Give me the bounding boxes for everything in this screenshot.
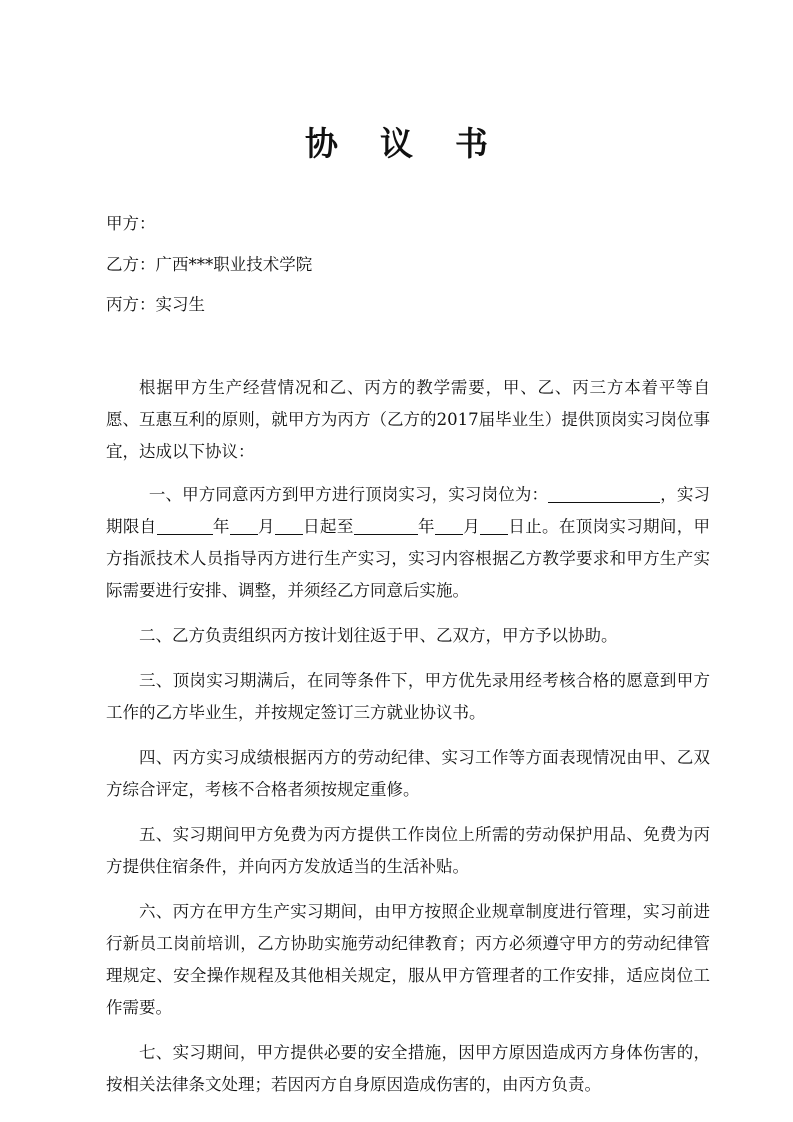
end-month-blank[interactable]	[435, 516, 463, 535]
year-label: 年	[212, 517, 230, 536]
clause-2: 二、乙方负责组织丙方按计划往返于甲、乙双方，甲方予以协助。	[139, 626, 618, 645]
clause-1-text: ，实习期限自	[106, 485, 711, 536]
start-year-blank[interactable]	[157, 516, 213, 535]
start-month-blank[interactable]	[230, 516, 258, 535]
party-b: 乙方：广西***职业技术学院	[106, 255, 313, 274]
end-day-blank[interactable]	[480, 516, 508, 535]
clause-1	[106, 479, 710, 607]
document-title	[0, 118, 793, 165]
day-label: 日起至	[302, 517, 354, 536]
clause-7: 七、实习期间，甲方提供必要的安全措施，因甲方原因造成丙方身体伤害的，按相关法律条文处理；若因丙方自身原因造成伤害的，由丙方负责。	[106, 1043, 710, 1094]
year-label: 年	[417, 517, 435, 536]
party-a: 甲方：	[106, 214, 156, 233]
title-char: 协	[305, 124, 338, 163]
title-char: 书	[455, 124, 488, 163]
clause-3: 三、顶岗实习期满后，在同等条件下，甲方优先录用经考核合格的愿意到甲方工作的乙方毕业生，并按规定签订三方就业协议书。	[106, 671, 710, 722]
title-char: 议	[380, 124, 413, 163]
party-c: 丙方：实习生	[106, 295, 205, 314]
clause-6: 六、丙方在甲方生产实习期间，由甲方按照企业规章制度进行管理，实习前进行新员工岗前培训，乙方协助实施劳动纪律教育；丙方必须遵守甲方的劳动纪律管理规定、安全操作规程及其他相关规定，服从甲方管理者的工作安排，适应岗位工作需要。	[106, 902, 710, 1017]
intro-paragraph: 根据甲方生产经营情况和乙、丙方的教学需要，甲、乙、丙三方本着平等自愿、互惠互利的原则，就甲方为丙方（乙方的2017届毕业生）提供顶岗实习岗位事宜，达成以下协议：	[106, 378, 710, 461]
start-day-blank[interactable]	[275, 516, 303, 535]
month-label: 月	[257, 517, 275, 536]
end-year-blank[interactable]	[354, 516, 418, 535]
clause-1-rest: 在顶岗实习期间，甲方指派技术人员指导丙方进行生产实习，实习内容根据乙方教学要求和甲方生产实际需要进行安排、调整，并须经乙方同意后实施。	[106, 517, 711, 600]
clause-1-text: 一、甲方同意丙方到甲方进行顶岗实习，实习岗位为：	[148, 485, 549, 504]
day-label: 日止。	[508, 517, 559, 536]
position-blank[interactable]	[548, 484, 660, 503]
month-label: 月	[462, 517, 481, 536]
clause-5: 五、实习期间甲方免费为丙方提供工作岗位上所需的劳动保护用品、免费为丙方提供住宿条件，并向丙方发放适当的生活补贴。	[106, 825, 710, 876]
agreement-body	[106, 372, 710, 1114]
clause-4: 四、丙方实习成绩根据丙方的劳动纪律、实习工作等方面表现情况由甲、乙双方综合评定，考核不合格者须按规定重修。	[106, 748, 710, 799]
